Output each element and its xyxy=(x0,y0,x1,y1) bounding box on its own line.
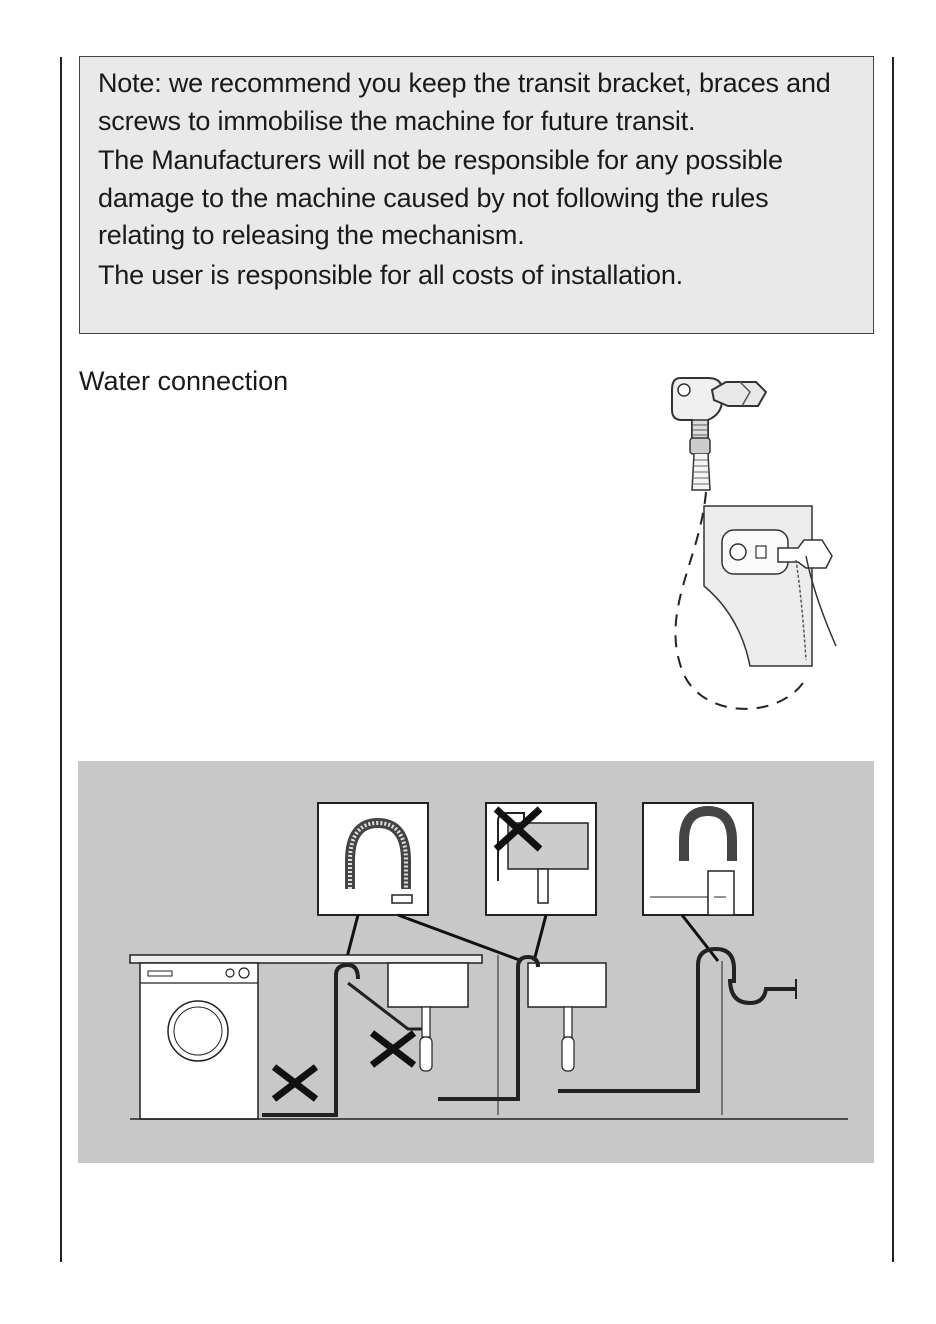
tap-hose-connection-icon xyxy=(660,360,860,730)
section-title: Water connection xyxy=(79,366,289,396)
drain-hose-installation-icon xyxy=(78,761,874,1163)
note-paragraph-1: Note: we recommend you keep the transit bracket, braces and screws to immobilise the machine for future transit. xyxy=(98,68,831,136)
note-paragraph-2: The Manufacturers will not be responsible for any possible damage to the machine caused by not following the rules relating to releasing the mechanism. xyxy=(98,145,783,250)
right-margin-rule xyxy=(892,57,894,1262)
left-margin-rule xyxy=(60,57,62,1262)
note-box xyxy=(79,56,874,334)
note-paragraph-3: The user is responsible for all costs of installation. xyxy=(98,259,683,290)
